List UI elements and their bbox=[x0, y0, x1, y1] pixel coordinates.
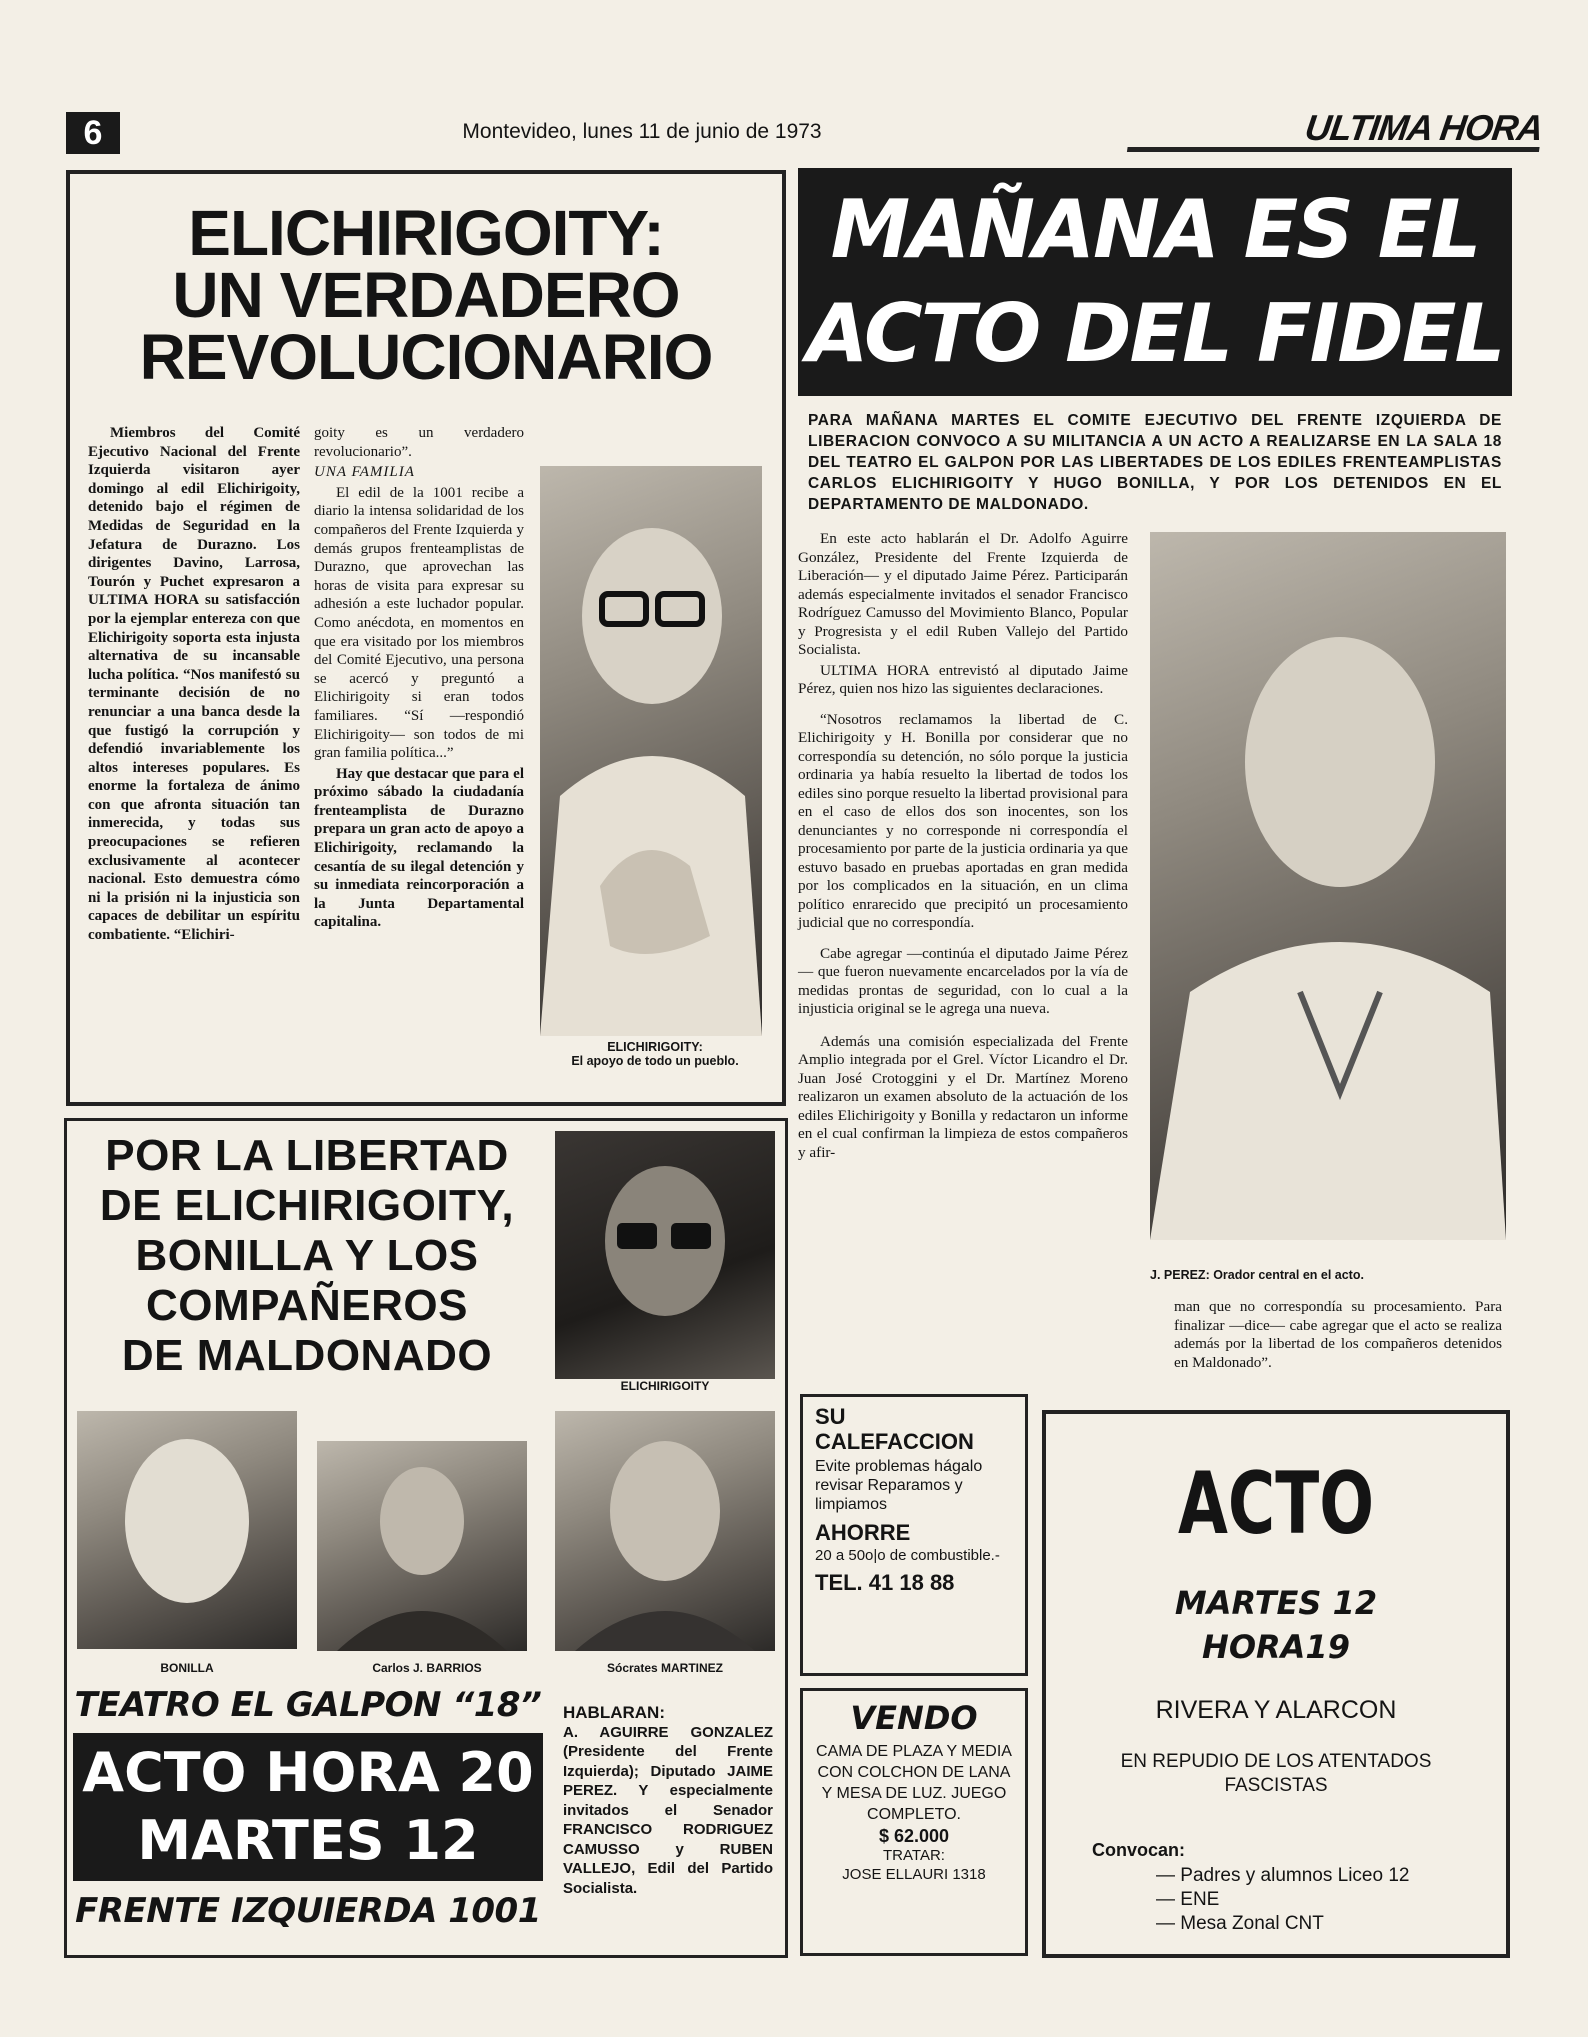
masthead: ULTIMA HORA bbox=[1127, 108, 1545, 152]
libertad-line1: POR LA LIBERTAD bbox=[105, 1131, 509, 1180]
libertad-line2: DE ELICHIRIGOITY, bbox=[99, 1181, 515, 1230]
acto-convocan-label: Convocan: bbox=[1092, 1840, 1186, 1860]
left-col-2-lead: goity es un verdadero revolucionario”. bbox=[314, 425, 524, 460]
left-headline-line1: ELICHIRIGOITY: bbox=[188, 197, 664, 269]
right-col-2 bbox=[1174, 1298, 1502, 1374]
left-headline-line2: UN VERDADERO bbox=[172, 259, 680, 331]
portrait-illustration-6 bbox=[555, 1411, 775, 1651]
jaime-perez-photo bbox=[1150, 532, 1506, 1240]
portrait-illustration-2 bbox=[1150, 532, 1506, 1240]
calef-tel: TEL. 41 18 88 bbox=[815, 1570, 955, 1595]
left-col-2-p2: Hay que destacar que para el próximo sábado la ciudadanía frenteamplista de Durazno prepara un gran acto de apoyo a Elichirigoity, reclamando la cesantía de su ilegal detención y su inmediata reincorporación a la Junta Departamental capitalina. bbox=[314, 765, 524, 931]
caption-text: El apoyo de todo un pueblo. bbox=[571, 1054, 739, 1068]
portrait-illustration-3 bbox=[555, 1131, 775, 1379]
libertad-line4: COMPAÑEROS bbox=[146, 1281, 468, 1330]
caption-name: ELICHIRIGOITY: bbox=[607, 1040, 703, 1054]
left-col-2-p1: El edil de la 1001 recibe a diario la intensa solidaridad de los compañeros del Frente Izquierda y demás grupos frenteamplistas de Durazno, que aprovechan las horas de visita para expresar su adhesión a este luchador popular. Como anécdota, en momentos en que era visitado por los miembros del Comité Ejecutivo, una persona se acercó y preguntó a Elichirigoity si eran todos familiares. “Sí —respondió Elichirigoity— son todos de mi gran familia política...” bbox=[314, 484, 524, 762]
acto-purpose: EN REPUDIO DE LOS ATENTADOS FASCISTAS bbox=[1120, 1751, 1432, 1796]
libertad-headline bbox=[77, 1131, 537, 1381]
portrait-illustration-4 bbox=[77, 1411, 297, 1649]
photo-barrios bbox=[317, 1441, 527, 1651]
portrait-illustration bbox=[540, 466, 762, 1036]
calef-title2: CALEFACCION bbox=[815, 1429, 974, 1454]
right-lead: PARA MAÑANA MARTES EL COMITE EJECUTIVO DEL FRENTE IZQUIERDA DE LIBERACION CONVOCO A SU MILITANCIA A UN ACTO A REALIZARSE EN LA SALA 18 DEL TEATRO EL GALPON POR LAS LIBERTADES DE LOS EDILES FRENTEAMPLISTAS CARLOS ELICHIRIGOITY Y HUGO BONILLA, Y POR LOS DETENIDOS EN EL DEPARTAMENTO DE MALDONADO. bbox=[808, 412, 1502, 513]
portrait-illustration-5 bbox=[317, 1441, 527, 1651]
libertad-line5: DE MALDONADO bbox=[121, 1331, 493, 1380]
libertad-line3: BONILLA Y LOS bbox=[135, 1231, 479, 1280]
right-p3: “Nosotros reclamamos la libertad de C. Elichirigoity y H. Bonilla por considerar que no correspondía su detención, no sólo porque la justicia ordinaria ya había resuelto la libertad de todos los ediles sino porque resuelto la libertad provisional para en el caso de ellos dos son inocentes, son los denunciantes y no corresponde ni correspondía el procesamiento por parte de la justicia ordinaria ya que estuvo basado en pruebas aportadas en gran medida por los complicados en la situación, en un clima político enrarecido que precipitó un procesamiento judicial que no correspondía. bbox=[798, 710, 1128, 931]
photo-martinez bbox=[555, 1411, 775, 1651]
libertad-footer: FRENTE IZQUIERDA 1001 bbox=[75, 1891, 541, 1931]
convocan-item: — ENE bbox=[1156, 1889, 1220, 1910]
convocan-item: — Mesa Zonal CNT bbox=[1156, 1913, 1324, 1934]
right-p6: man que no correspondía su procesamiento. Para finalizar —dice— cabe agregar que el acto se realiza además por la libertad de los compañeros detenidos en Maldonado”. bbox=[1174, 1298, 1502, 1371]
photo-elichirigoity-small bbox=[555, 1131, 775, 1379]
page-number: 6 bbox=[66, 112, 120, 154]
caption-elichirigoity-small: ELICHIRIGOITY bbox=[620, 1379, 710, 1393]
calef-text2: 20 a 50o|o de combustible.- bbox=[815, 1547, 1000, 1564]
left-col-2 bbox=[314, 424, 524, 934]
right-p4: Cabe agregar —continúa el diputado Jaime Pérez— que fueron nuevamente encarcelados por la vía de medidas prontas de seguridad, con lo cual a la injusticia original se le agrega una nueva. bbox=[798, 944, 1128, 1017]
right-headline bbox=[798, 168, 1512, 396]
caption-martinez: Sócrates MARTINEZ bbox=[606, 1661, 724, 1675]
left-headline bbox=[70, 197, 782, 393]
calef-text1: Evite problemas hágalo revisar Reparamos y limpiamos bbox=[815, 1458, 983, 1513]
left-subhead: UNA FAMILIA bbox=[314, 464, 415, 481]
right-p2: ULTIMA HORA entrevistó al diputado Jaime Pérez, quien nos hizo las siguientes declaraciones. bbox=[798, 661, 1128, 697]
left-col-1-text: Miembros del Comité Ejecutivo Nacional del Frente Izquierda visitaron ayer domingo al edil Elichirigoity, detenido bajo el régimen de Medidas de Seguridad en la Jefatura de Durazno. Los dirigentes Davino, Larrosa, Tourón y Puchet expresaron a ULTIMA HORA su satisfacción por la ejemplar entereza con que Elichirigoity soporta esta injusta alternativa de su incansable lucha política. “Nos manifestó su terminante decisión de no renunciar a una banca desde la que fustigó la corrupción y defendió invariablemente los altos intereses populares. Es enorme la fortaleza de ánimo con que afronta situación tan inmerecida, y todas sus preocupaciones se refieren exclusivamente al acontecer nacional. Esto demuestra cómo ni la prisión ni la injusticia son capaces de debilitar un espíritu combatiente. “Elichiri- bbox=[88, 425, 300, 944]
left-col-1 bbox=[88, 424, 300, 947]
ad-acto bbox=[1042, 1410, 1510, 1958]
jaime-perez-caption: J. PEREZ: Orador central en el acto. bbox=[1150, 1268, 1364, 1282]
calef-title1: SU bbox=[815, 1404, 846, 1429]
caption-bonilla: BONILLA bbox=[160, 1661, 214, 1675]
right-p5: Además una comisión especializada del Frente Amplio integrada por el Grel. Víctor Licandro el Dr. Juan José Crotoggini y el Dr. Martínez Moreno realizaron un examen absoluto de la actuación de los ediles Elichirigoity y Bonilla y redactaron un informe en el cual confirman la limpieza de estos compañeros y afir- bbox=[798, 1032, 1128, 1161]
acto-line2: MARTES 12 bbox=[137, 1809, 479, 1872]
vendo-text: CAMA DE PLAZA Y MEDIA CON COLCHON DE LANA Y MESA DE LUZ. JUEGO COMPLETO. bbox=[816, 1743, 1012, 1823]
acto-banner bbox=[73, 1733, 543, 1881]
libertad-box bbox=[64, 1118, 788, 1958]
left-article bbox=[66, 170, 786, 1106]
acto-convocan-list bbox=[1156, 1864, 1409, 1936]
acto-title: ACTO bbox=[1177, 1454, 1375, 1554]
hablaran-title: HABLARAN: bbox=[563, 1703, 665, 1722]
vendo-contact-label: TRATAR: bbox=[883, 1847, 945, 1864]
vendo-contact: JOSE ELLAURI 1318 bbox=[842, 1866, 986, 1883]
hablaran-text: A. AGUIRRE GONZALEZ (Presidente del Frente Izquierda); Diputado JAIME PEREZ. Y especialmente invitados el Senador FRANCISCO RODRIGUEZ CAMUSSO y RUBEN VALLEJO, Edil del Partido Socialista. bbox=[563, 1723, 773, 1897]
left-headline-line3: REVOLUCIONARIO bbox=[139, 321, 713, 393]
calef-title3: AHORRE bbox=[815, 1520, 911, 1545]
elichirigoity-photo bbox=[540, 466, 762, 1036]
right-p1: En este acto hablarán el Dr. Adolfo Aguirre González, Presidente del Frente Izquierda de Liberación— y el diputado Jaime Pérez. Participarán además especialmente invitados el senador Francisco Rodríguez Camusso del Movimiento Blanco, Popular y Progresista y el edil Ruben Vallejo del Partido Socialista. bbox=[798, 530, 1128, 658]
ad-calefaccion bbox=[800, 1394, 1028, 1676]
right-headline-line2: ACTO DEL FIDEL bbox=[806, 287, 1504, 380]
elichirigoity-caption bbox=[550, 1040, 760, 1068]
ad-vendo bbox=[800, 1688, 1028, 1956]
acto-day: MARTES 12 bbox=[1174, 1584, 1378, 1622]
vendo-title: VENDO bbox=[850, 1699, 978, 1737]
vendo-price: $ 62.000 bbox=[878, 1826, 950, 1846]
caption-barrios: Carlos J. BARRIOS bbox=[372, 1661, 482, 1675]
right-headline-line1: MAÑANA ES EL bbox=[830, 183, 1480, 276]
dateline: Montevideo, lunes 11 de junio de 1973 bbox=[462, 120, 822, 143]
right-col-1 bbox=[798, 530, 1128, 1164]
acto-place: RIVERA Y ALARCON bbox=[1155, 1696, 1397, 1724]
venue-line: TEATRO EL GALPON “18” bbox=[74, 1685, 542, 1725]
photo-bonilla bbox=[77, 1411, 297, 1649]
convocan-item: — Padres y alumnos Liceo 12 bbox=[1156, 1865, 1410, 1886]
hablaran-block bbox=[563, 1703, 773, 1898]
acto-line1: ACTO HORA 20 bbox=[82, 1741, 534, 1804]
acto-hour: HORA19 bbox=[1202, 1628, 1350, 1666]
